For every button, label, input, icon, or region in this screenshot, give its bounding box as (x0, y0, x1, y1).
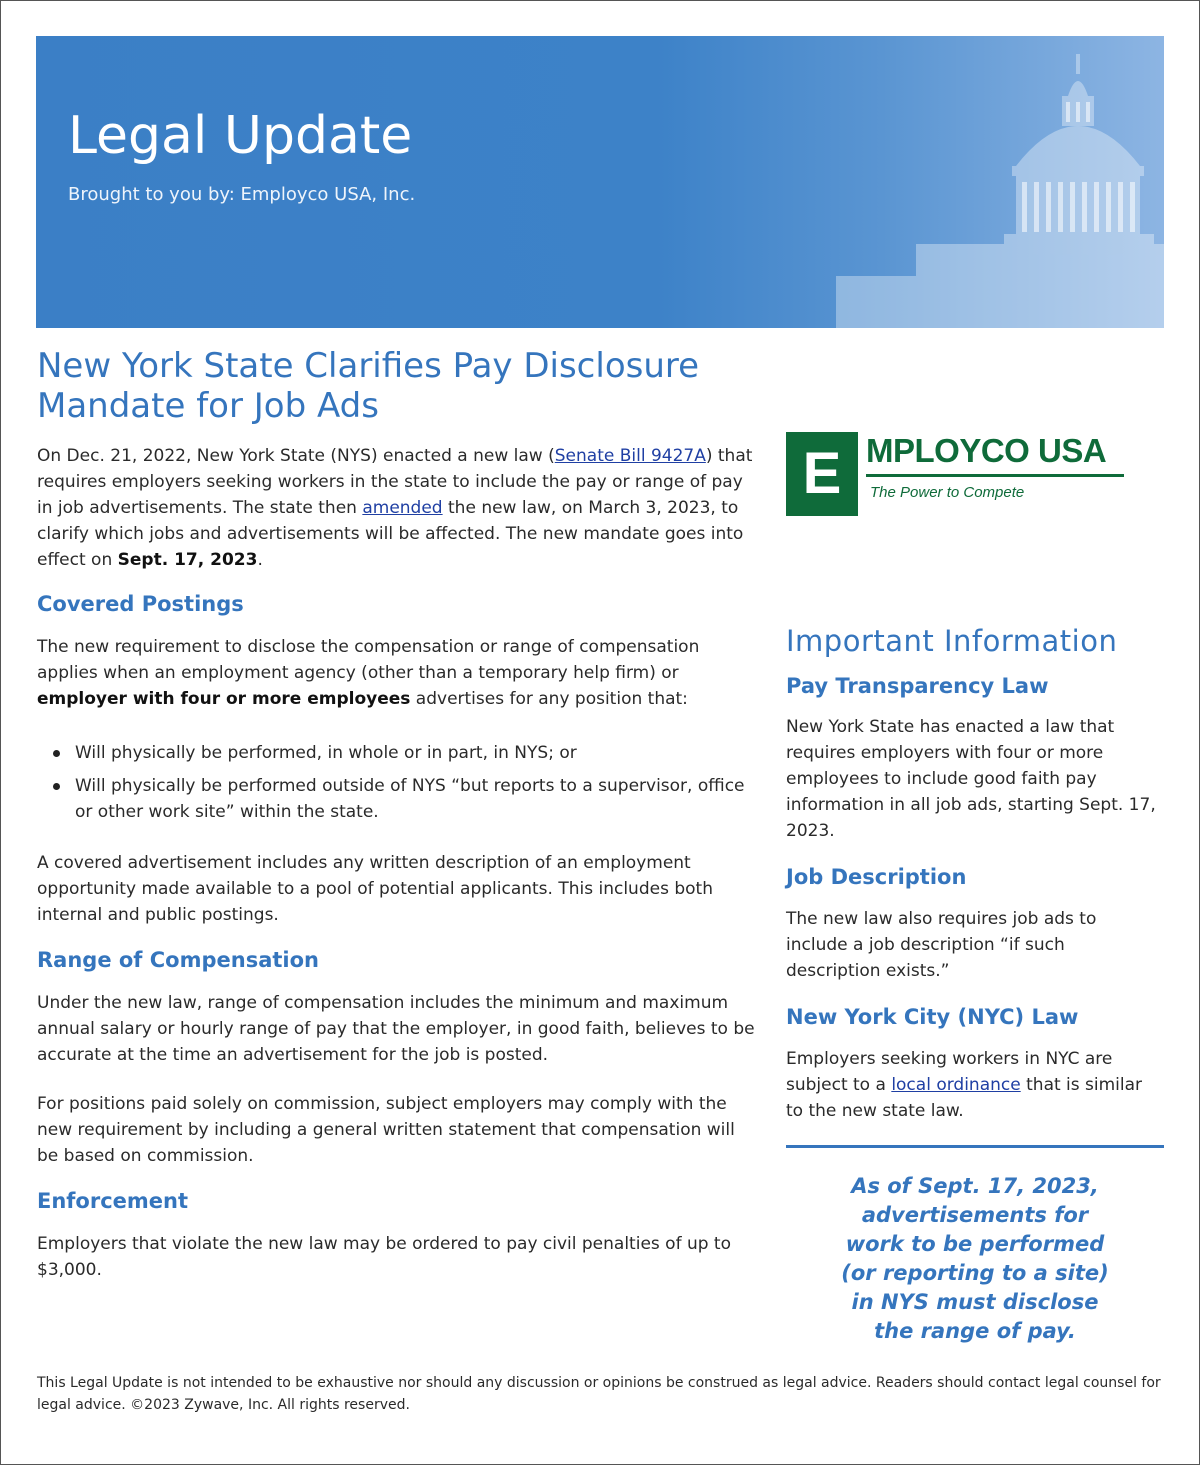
intro-text-3: the new law, on March 3, 2023, to clarify which jobs and advertisements will be affected. The new mandate goes into effect on (37, 498, 744, 570)
intro-text-2: ) that requires employers seeking workers in the state to include the pay or range of pay in job advertisements. The state then (37, 446, 753, 518)
amended-link[interactable]: amended (362, 498, 443, 518)
callout-line: advertisements for (861, 1203, 1089, 1227)
callout-line: work to be performed (845, 1232, 1105, 1256)
intro-text-1: On Dec. 21, 2022, New York State (NYS) enacted a new law ( (37, 446, 555, 466)
intro-paragraph (37, 443, 757, 573)
job-description-heading: Job Description (786, 865, 967, 889)
callout-line: in NYS must disclose (851, 1290, 1099, 1314)
covered-paragraph-1 (37, 634, 757, 712)
headline-line-1: New York State Clarifies Pay Disclosure (37, 346, 700, 386)
article-headline (37, 346, 757, 426)
local-ordinance-link[interactable]: local ordinance (891, 1075, 1021, 1095)
callout-quote (790, 1172, 1160, 1346)
nyc-text-1: Employers seeking workers in NYC are subject to a (786, 1049, 1113, 1095)
covered-postings-heading: Covered Postings (37, 592, 244, 616)
range-heading: Range of Compensation (37, 948, 319, 972)
logo-tagline: The Power to Compete (870, 484, 1025, 501)
headline-line-2: Mandate for Job Ads (37, 386, 379, 426)
banner-subtitle: Brought to you by: Employco USA, Inc. (68, 184, 416, 205)
covered-paragraph-2: A covered advertisement includes any written description of an employment opportunity made available to a pool of potential applicants. This includes both internal and public postings. (37, 853, 713, 925)
covered-bullet-list (37, 740, 757, 832)
header-banner (36, 36, 1164, 328)
intro-text-4: . (257, 550, 263, 570)
callout-line: As of Sept. 17, 2023, (851, 1174, 1099, 1198)
logo-letter: E (786, 432, 858, 516)
senate-bill-link[interactable]: Senate Bill 9427A (554, 446, 706, 466)
pay-transparency-text: New York State has enacted a law that requires employers with four or more employees to include good faith pay information in all job ads, starting Sept. 17, 2023. (786, 717, 1156, 841)
nyc-text-2: that is similar to the new state law. (786, 1075, 1143, 1121)
covered-text-1: The new requirement to disclose the compensation or range of compensation applies when an employment agency (other than a temporary help firm) or (37, 637, 700, 683)
nyc-law-text (786, 1046, 1156, 1124)
callout-line: (or reporting to a site) (841, 1261, 1109, 1285)
pay-transparency-heading: Pay Transparency Law (786, 674, 1049, 698)
enforcement-paragraph: Employers that violate the new law may be ordered to pay civil penalties of up to $3,000. (37, 1234, 731, 1280)
callout-line: the range of pay. (874, 1319, 1076, 1343)
nyc-law-heading: New York City (NYC) Law (786, 1005, 1079, 1029)
sidebar-divider (786, 1145, 1164, 1148)
effective-date: Sept. 17, 2023 (117, 550, 258, 570)
sidebar-title: Important Information (786, 624, 1118, 658)
range-paragraph-1: Under the new law, range of compensation includes the minimum and maximum annual salary or hourly range of pay that the employer, in good faith, believes to be accurate at the time an advertisement for the job is posted. (37, 993, 755, 1065)
job-description-text: The new law also requires job ads to include a job description “if such description exists.” (786, 909, 1097, 981)
legal-disclaimer: This Legal Update is not intended to be exhaustive nor should any discussion or opinions be construed as legal advice. Readers should contact legal counsel for legal advice. ©2023 Zywave, Inc. All rights reserved. (37, 1375, 1161, 1413)
list-item: Will physically be performed outside of NYS “but reports to a supervisor, office or other work site” within the state. (37, 773, 757, 825)
capitol-building-icon (716, 46, 1164, 328)
logo-rule (866, 474, 1124, 477)
logo-name: MPLOYCO USA (866, 432, 1107, 469)
enforcement-heading: Enforcement (37, 1189, 189, 1213)
banner-title: Legal Update (68, 106, 413, 166)
covered-text-2: advertises for any position that: (410, 689, 688, 709)
list-item: Will physically be performed, in whole or in part, in NYS; or (37, 740, 757, 766)
range-paragraph-2: For positions paid solely on commission, subject employers may comply with the new requirement by including a general written statement that compensation will be based on commission. (37, 1094, 735, 1166)
covered-bold: employer with four or more employees (37, 689, 411, 709)
employco-logo (786, 430, 1126, 518)
